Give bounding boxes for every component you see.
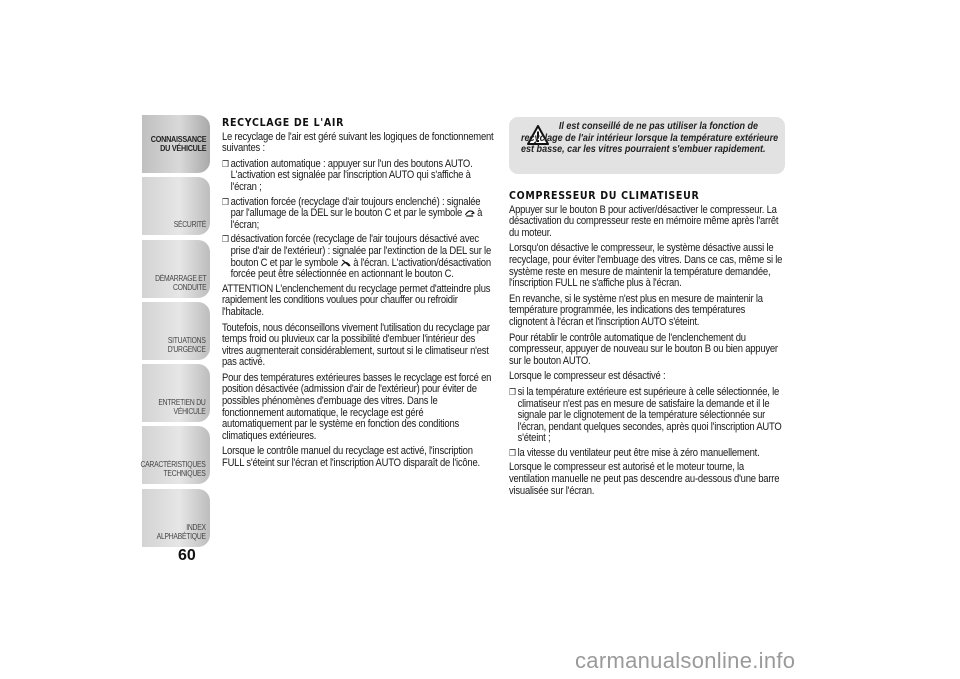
tab-label: CONNAISSANCE DU VÉHICULE [150, 134, 206, 153]
paragraph: Appuyer sur le bouton B pour activer/désactiver le compresseur. La désactivation du compresseur reste en mémoire même après l'arrêt du moteur. [509, 203, 779, 239]
tab-label: SITUATIONS D'URGENCE [168, 335, 206, 354]
chapter-tabs [142, 115, 210, 551]
page-number: 60 [178, 547, 196, 564]
bullet-text: activation forcée (recyclage d'air toujours enclenché) : signalée par l'allumage de la DEL sur le bouton C et par le symbole [230, 195, 481, 220]
watermark[interactable]: carmanualsonline.info [575, 648, 796, 673]
bullet-text: à l'écran. L'activation/désactivation forcée peut être sélectionnée en actionnant le bouton C. [230, 256, 491, 281]
tab-label: DÉMARRAGE ET CONDUITE [154, 273, 206, 292]
tab-label: INDEX ALPHABÉTIQUE [156, 522, 206, 541]
tab-index-alphabetique[interactable] [142, 489, 210, 547]
fresh-air-icon [340, 259, 350, 267]
tab-label: SÉCURITÉ [173, 220, 206, 230]
bullet-item [222, 234, 494, 280]
paragraph: Lorsque le compresseur est désactivé : [509, 370, 666, 383]
paragraph: Le recyclage de l'air est géré suivant les logiques de fonctionnement suivantes : [222, 130, 494, 155]
tab-securite[interactable] [142, 177, 210, 235]
tab-caracteristiques-techniques[interactable] [142, 426, 210, 484]
tab-connaissance-du-vehicule[interactable] [142, 115, 210, 173]
paragraph: En revanche, si le système n'est plus en mesure de maintenir la température programmée, les indications des températures clignotent à l'écran et l'inscription AUTO s'éteint. [509, 292, 763, 328]
left-column [222, 117, 494, 474]
recirculation-icon [464, 209, 474, 217]
tab-demarrage-et-conduite[interactable] [142, 240, 210, 298]
section-title-recyclage: RECYCLAGE DE L'AIR [222, 116, 345, 129]
paragraph: Lorsque le contrôle manuel du recyclage est activé, l'inscription FULL s'éteint sur l'écran et l'inscription AUTO disparaît de l'icône. [222, 445, 480, 470]
paragraph: Lorsque le compresseur est autorisé et le moteur tourne, la ventilation manuelle ne peut pas descendre au-dessous d'une barre visualisée sur l'écran. [509, 461, 780, 497]
paragraph: Pour des températures extérieures basses le recyclage est forcé en position désactivée (admission d'air de l'extérieur) pour éviter de possibles phénomènes d'embuage des vitres. Dans le fonctionnement automatique, le recyclage est géré automatiquement par le système en fonction des conditions climatiques extérieures. [222, 371, 492, 442]
bullet-text: désactivation forcée (recyclage de l'air toujours désactivé avec prise d'air de l'extérieur) : signalée par l'extinction de la DEL sur le bouton C et par le symbole [230, 233, 491, 269]
bullet-item: ❒ activation automatique : appuyer sur l'un des boutons AUTO. L'activation est signalée par l'inscription AUTO qui s'affiche à l'écran ; [222, 159, 494, 194]
tab-situations-d-urgence[interactable] [142, 302, 210, 360]
warning-text: Il est conseillé de ne pas utiliser la fonction de recyclage de l'air intérieur lorsque la température extérieure est basse, car les vitres pourraient s'embuer rapidement. [521, 120, 779, 155]
bullet-text: à l'écran; [230, 207, 483, 231]
paragraph: Toutefois, nous déconseillons vivement l'utilisation du recyclage par temps froid ou pluvieux car la possibilité d'embuer l'intérieur des vitres augmenterait considérablement, surtout si le climatiseur n'est pas activé. [222, 321, 490, 369]
bullet-item: ❒ la vitesse du ventilateur peut être mise à zéro manuellement. [509, 448, 784, 460]
bullet-item: ❒ si la température extérieure est supérieure à celle sélectionnée, le climatiseur n'est pas en mesure de satisfaire la demande et il le signale par le clignotement de la température sélectionnée sur l'écran, pendant quelques secondes, après quoi l'inscription AUTO s'éteint ; [509, 387, 784, 445]
bullet-item [222, 197, 494, 232]
warning-box [509, 117, 785, 174]
right-column [509, 190, 784, 501]
tab-entretien-du-vehicule[interactable] [142, 364, 210, 422]
tab-label: ENTRETIEN DU VÉHICULE [158, 398, 206, 417]
paragraph: Lorsqu'on désactive le compresseur, le système désactive aussi le recyclage, pour éviter l'embuage des vitres. Dans ce cas, même si le système reste en mesure de maintenir la température demandée, l'inscription FULL ne s'affiche plus à l'écran. [509, 242, 783, 290]
paragraph: Pour rétablir le contrôle automatique de l'enclenchement du compresseur, appuyer de nouveau sur le bouton B ou bien appuyer sur le bouton AUTO. [509, 331, 778, 367]
tab-label: CARACTÉRISTIQUES TECHNIQUES [140, 460, 206, 479]
paragraph: ATTENTION L'enclenchement du recyclage permet d'atteindre plus rapidement les conditions voulues pour chauffer ou refroidir l'habitacle. [222, 282, 491, 318]
section-title-compresseur: COMPRESSEUR DU CLIMATISEUR [509, 189, 700, 202]
